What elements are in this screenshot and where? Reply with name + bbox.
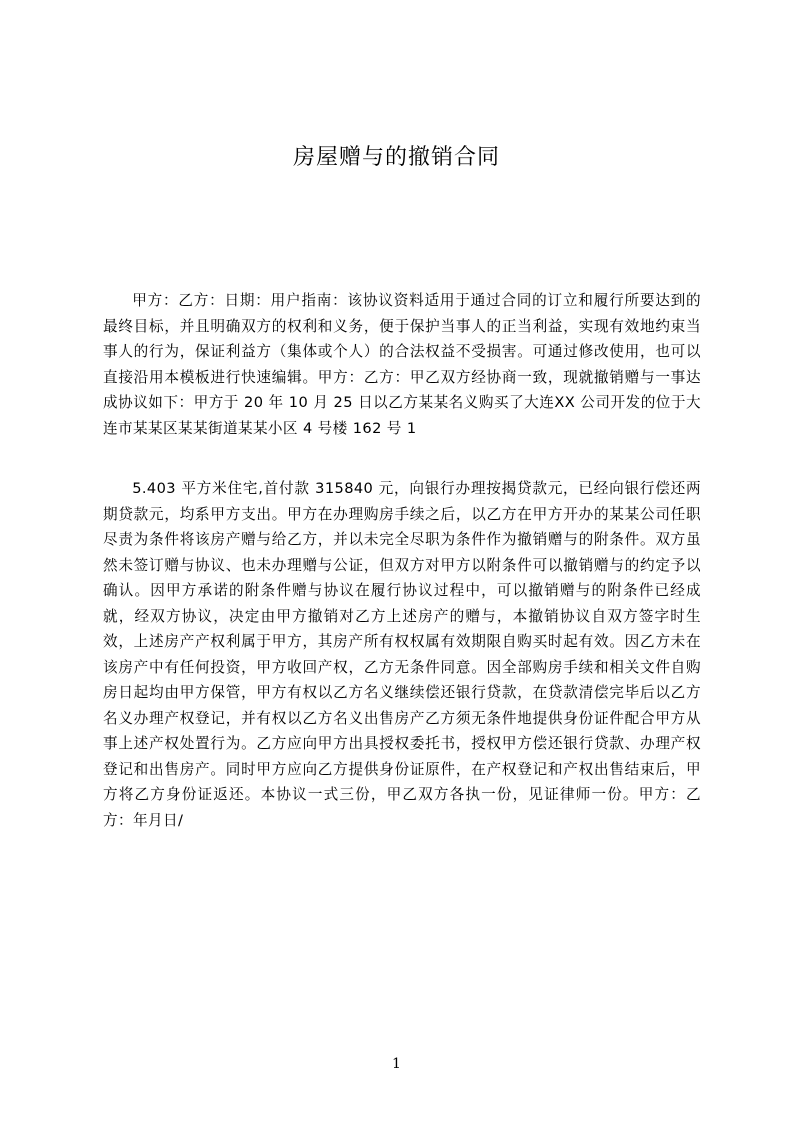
body-paragraph-1: 甲方：乙方：日期：用户指南：该协议资料适用于通过合同的订立和履行所要达到的最终目标，并且明确双方的权利和义务，便于保护当事人的正当利益，实现有效地约束当事人的行为，保证利益方（集体或个人）的合法权益不受损害。可通过修改使用，也可以直接沿用本模板进行快速编辑。甲方：乙方：甲乙双方经协商一致，现就撤销赠与一事达成协议如下：甲方于 20 年 10 月 25 日以乙方某某名义购买了大连XX 公司开发的位于大连市某某区某某街道某某小区 4 号楼 162 号 1 — [103, 292, 701, 437]
body-paragraph-2: 5.403 平方米住宅,首付款 315840 元，向银行办理按揭贷款元，已经向银行偿还两期贷款元，均系甲方支出。甲方在办理购房手续之后，以乙方在甲方开办的某某公司任职尽责为条件将该房产赠与给乙方，并以未完全尽职为条件作为撤销赠与的附条件。双方虽然未签订赠与协议、也未办理赠与公证，但双方对甲方以附条件可以撤销赠与的约定予以确认。因甲方承诺的附条件赠与协议在履行协议过程中，可以撤销赠与的附条件已经成就，经双方协议，决定由甲方撤销对乙方上述房产的赠与，本撤销协议自双方签字时生效，上述房产产权利属于甲方，其房产所有权权属有效期限自购买时起有效。因乙方未在该房产中有任何投资，甲方收回产权，乙方无条件同意。因全部购房手续和相关文件自购房日起均由甲方保管，甲方有权以乙方名义继续偿还银行贷款，在贷款清偿完毕后以乙方名义办理产权登记，并有权以乙方名义出售房产乙方须无条件地提供身份证件配合甲方从事上述产权处置行为。乙方应向甲方出具授权委托书，授权甲方偿还银行贷款、办理产权登记和出售房产。同时甲方应向乙方提供身份证原件，在产权登记和产权出售结束后，甲方将乙方身份证返还。本协议一式三份，甲乙双方各执一份，见证律师一份。甲方：乙方：年月日/ — [103, 480, 701, 829]
document-title: 房屋赠与的撤销合同 — [292, 145, 500, 170]
page-number: 1 — [392, 1056, 401, 1072]
